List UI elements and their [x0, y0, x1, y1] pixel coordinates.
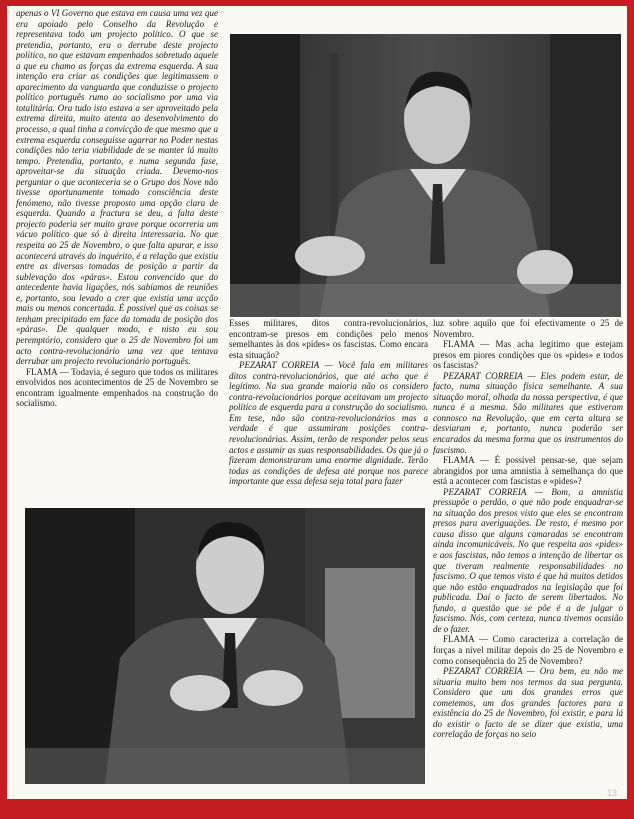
page-number: 13 — [606, 788, 617, 798]
photo-officer-seated-image — [25, 508, 425, 784]
paragraph: luz sobre aquilo que foi efectivamente o 25 de Novembro. — [433, 318, 623, 339]
photo-portrait-bottom — [25, 508, 425, 784]
paragraph: apenas o VI Governo que estava em causa uma vez que era apoiado pelo Conselho da Revolução e representava todo um projecto político. O que se pretendia, portanto, era o derrube deste projecto político, no que estavam empenhados sobretudo aquele a que eu chamo as forças da extrema esquerda. A sua intenção era criar as condições que legitimassem o aparecimento da vanguarda que conduzisse o projecto político português rumo ao socialismo por uma via totalitária. Ora tudo isto estava a ser aproveitado pela extrema direita, muito atenta ao desenvolvimento do processo, a qual tinha a convicção de que mesmo que a extrema esquerda conseguisse agarrar no Poder nestas condições não teria viabilidade de se manter lá muito tempo. Pretendia, portanto, e numa segunda fase, aproveitar-se da situação criada. Devemo-nos perguntar o que aconteceria se o Grupo dos Nove não tivesse oportunamente tomado consciência deste fenómeno, não tivesse proposto uma opção clara de esquerda. Quando a fractura se deu, a falta deste projecto poderia ser muito grave porque ocorreria um vácuo político que só à direita interessaria. No que respeita ao 25 de Novembro, o que falta apurar, e isso acontecerá através do inquérito, é a relação que existiu entre as diversas tomadas de posição a partir da sublevação dos «páras». Estou convencido que do antecedente havia ligações, nós sabíamos de reuniões e, portanto, sou levado a crer que existia uma acção mais ou menos concertada. É possível que as coisas se tenham precipitado em face da tomada de posição dos «páras». De qualquer modo, e nisto eu sou peremptório, considero que o 25 de Novembro foi um acto contra-revolucionário uma vez que tentava derrubar um projecto revolucionário português. — [16, 8, 218, 367]
paragraph: PEZARAT CORREIA — Ora bem, eu não me situaria muito bem nos termos da sua pergunta. Considero que um dos grandes erros que cometemos, um dos grandes factores para a existência do 25 de Novembro, foi existir, e para lá do existir o facto de se dizer que existia, uma correlação de forças no seio — [433, 666, 623, 740]
magazine-page — [7, 6, 627, 799]
paragraph: FLAMA — Como caracteriza a correlação de forças a nível militar depois do 25 de Novembro e como consequência do 25 de Novembro? — [433, 634, 623, 666]
paragraph: Esses militares, ditos contra-revolucionários, encontram-se presos em condições pelo menos semelhantes às dos «pides» os fascistas. Como encara esta situação? — [229, 318, 428, 360]
photo-portrait-top — [230, 34, 621, 317]
photo-officer-image — [230, 34, 621, 317]
paragraph: PEZARAT CORREIA — Eles podem estar, de facto, numa situação física semelhante. A sua situação moral, olhada da nossa perspectiva, é que nunca é a mesma. São militares que estiveram connosco na Revolução, que em certa altura se desviaram e, portanto, nunca poderão ser encarados da mesma forma que os instrumentos do fascismo. — [433, 370, 623, 455]
column-3-text — [433, 318, 623, 796]
paragraph: FLAMA — Todavia, é seguro que todos os militares envolvidos nos acontecimentos de 25 de Novembro se encontram igualmente empenhados na construção do socialismo. — [16, 366, 218, 409]
column-2-text — [229, 318, 428, 506]
paragraph: FLAMA — É possível pensar-se, que sejam abrangidos por uma amnistia à semelhança do que está a acontecer com fascistas e «pides»? — [433, 455, 623, 487]
paragraph: FLAMA — Mas acha legítimo que estejam presos em piores condições que os «pides» e todos os fascistas? — [433, 339, 623, 371]
column-1-text — [16, 8, 218, 505]
paragraph: PEZARAT CORREIA — Bom, a amnistia pressupõe o perdão, o que não pode enquadrar-se na situação dos presos visto que eles se encontram presos para averiguações. De resto, é mesmo por causa disso que alguns camaradas se encontram ainda incomunicáveis. No que respeita aos «pides» e aos fascistas, não temos a intenção de libertar os que tiveram realmente responsabilidades no fascismo. O que temos visto é que há muitos detidos que não estão enquadrados na legislação que foi publicada. Daí o facto de serem libertados. No fundo, a questão que se põe é a de julgar o fascismo. Nós, com certeza, nunca tivemos ocasião de o fazer. — [433, 486, 623, 634]
paragraph: PEZARAT CORREIA — Você fala em militares ditos contra-revolucionários, que até acho que é legítimo. Na sua grande maioria não os considero contra-revolucionários porque aceitavam um projecto político de esquerda para a construção do socialismo. Em tese, não são contra-revolucionários mas a verdade é que assumiram posições contra-revolucionárias. Assim, terão de responder pelos seus actos e assumir as suas responsabilidades. Os que já o fizeram demonstraram uma enorme dignidade. Terão todas as condições de defesa até porque nos parece importante que essa defesa seja total para fazer — [229, 360, 428, 487]
